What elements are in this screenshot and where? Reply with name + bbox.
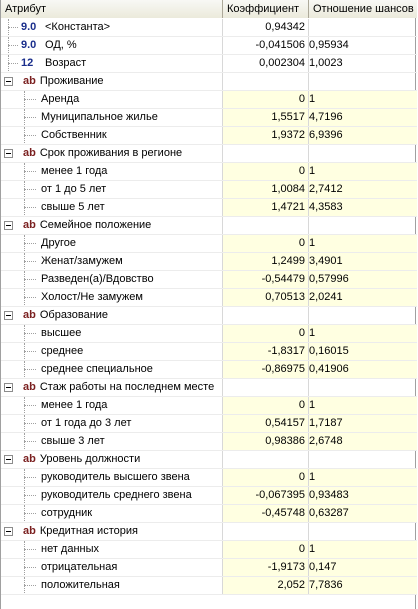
tree-line — [24, 369, 36, 370]
odds-ratio-cell: 7,7836 — [309, 577, 417, 594]
attribute-label: ОД, % — [45, 39, 77, 51]
attribute-cell — [1, 505, 223, 522]
collapse-toggle-icon[interactable] — [4, 527, 13, 536]
table-row[interactable] — [1, 109, 417, 127]
collapse-toggle-icon[interactable] — [4, 77, 13, 86]
group-row[interactable] — [1, 523, 417, 541]
category-label: менее 1 года — [41, 165, 108, 177]
group-name: Проживание — [39, 75, 104, 87]
coefficient-cell: 0 — [223, 541, 309, 558]
category-label: положительная — [41, 579, 120, 591]
table-row[interactable] — [1, 541, 417, 559]
collapse-toggle-icon[interactable] — [4, 221, 13, 230]
group-row[interactable] — [1, 307, 417, 325]
odds-ratio-cell — [309, 73, 417, 90]
odds-ratio-cell: 1 — [309, 91, 417, 108]
odds-ratio-cell — [309, 307, 417, 324]
coefficient-cell: 0,54157 — [223, 415, 309, 432]
category-label: Собственник — [41, 129, 107, 141]
coefficient-cell: 0 — [223, 325, 309, 342]
group-row[interactable] — [1, 217, 417, 235]
attribute-cell — [1, 37, 223, 54]
odds-ratio-cell: 1 — [309, 163, 417, 180]
category-label: от 1 года до 3 лет — [41, 417, 132, 429]
coefficient-cell: -0,54479 — [223, 271, 309, 288]
odds-ratio-cell: 2,0241 — [309, 289, 417, 306]
string-type-icon: ab — [23, 75, 36, 87]
attribute-cell — [1, 361, 223, 378]
tree-line — [24, 189, 36, 190]
numeric-type-icon: 9.0 — [21, 39, 37, 51]
tree-line — [24, 441, 36, 442]
group-label — [23, 379, 214, 396]
grid-rows — [1, 19, 417, 595]
attribute-cell — [1, 559, 223, 576]
attribute-cell — [1, 343, 223, 360]
tree-line — [24, 423, 36, 424]
attribute-cell — [1, 181, 223, 198]
attribute-cell — [1, 397, 223, 414]
tree-line — [24, 495, 36, 496]
odds-ratio-cell: 4,7196 — [309, 109, 417, 126]
tree-line — [24, 279, 36, 280]
table-row[interactable] — [1, 253, 417, 271]
odds-ratio-cell: 0,16015 — [309, 343, 417, 360]
odds-ratio-cell: 1,0023 — [309, 57, 343, 69]
attribute-cell — [1, 145, 223, 162]
table-row[interactable] — [1, 415, 417, 433]
attribute-cell — [1, 433, 223, 450]
group-label — [23, 145, 182, 162]
coefficient-cell — [223, 379, 309, 396]
group-label — [23, 523, 138, 540]
attribute-cell — [1, 289, 223, 306]
group-row[interactable] — [1, 73, 417, 91]
category-label: Женат/замужем — [41, 255, 123, 267]
coefficient-cell: 0 — [223, 163, 309, 180]
odds-ratio-cell: 6,9396 — [309, 127, 417, 144]
tree-line — [24, 351, 36, 352]
attribute-cell — [1, 109, 223, 126]
attribute-cell — [1, 577, 223, 594]
tree-line — [8, 45, 18, 46]
category-label: нет данных — [41, 543, 100, 555]
odds-ratio-cell: 0,57996 — [309, 271, 417, 288]
category-label: свыше 3 лет — [41, 435, 105, 447]
column-header-coefficient[interactable]: Коэффициент — [223, 0, 309, 18]
tree-line — [24, 585, 36, 586]
coefficient-cell: 0,002304 — [223, 55, 309, 72]
group-name: Уровень должности — [39, 453, 141, 465]
odds-ratio-cell: 0,63287 — [309, 505, 417, 522]
attribute-cell — [1, 55, 223, 72]
tree-line — [8, 27, 18, 28]
table-row[interactable] — [1, 163, 417, 181]
odds-ratio-cell: 0,93483 — [309, 487, 417, 504]
category-label: отрицательная — [41, 561, 118, 573]
category-label: среднее специальное — [41, 363, 153, 375]
tree-line — [24, 405, 36, 406]
category-label: Другое — [41, 237, 76, 249]
collapse-toggle-icon[interactable] — [4, 383, 13, 392]
category-label: руководитель среднего звена — [41, 489, 192, 501]
grid-header — [1, 0, 417, 18]
table-row[interactable] — [1, 469, 417, 487]
collapse-toggle-icon[interactable] — [4, 311, 13, 320]
odds-ratio-cell: 4,3583 — [309, 199, 417, 216]
string-type-icon: ab — [23, 381, 36, 393]
odds-ratio-cell: 1 — [309, 541, 417, 558]
tree-line — [24, 171, 36, 172]
table-row[interactable] — [1, 19, 417, 37]
attribute-cell — [1, 217, 223, 234]
table-row[interactable] — [1, 361, 417, 379]
attribute-cell — [1, 91, 223, 108]
coefficient-cell: 0,94342 — [223, 19, 309, 36]
attribute-cell — [1, 469, 223, 486]
table-row[interactable] — [1, 433, 417, 451]
tree-line — [24, 99, 36, 100]
group-row[interactable] — [1, 451, 417, 469]
group-row[interactable] — [1, 145, 417, 163]
odds-ratio-cell: 1 — [309, 325, 417, 342]
group-name: Стаж работы на последнем месте — [39, 381, 215, 393]
attribute-cell — [1, 307, 223, 324]
odds-ratio-cell — [309, 145, 417, 162]
attribute-cell — [1, 523, 223, 540]
odds-ratio-cell — [309, 451, 417, 468]
odds-ratio-cell — [309, 217, 417, 234]
coefficient-cell — [223, 145, 309, 162]
category-label: от 1 до 5 лет — [41, 183, 107, 195]
coefficient-cell: 1,4721 — [223, 199, 309, 216]
category-label: свыше 5 лет — [41, 201, 105, 213]
odds-ratio-cell: 0,147 — [309, 559, 417, 576]
category-label: Муниципальное жилье — [41, 111, 158, 123]
numeric-type-icon: 12 — [21, 57, 34, 69]
group-name: Образование — [39, 309, 109, 321]
tree-line — [24, 477, 36, 478]
attribute-cell — [1, 541, 223, 558]
odds-ratio-cell: 2,7412 — [309, 181, 417, 198]
category-label: менее 1 года — [41, 399, 108, 411]
category-label: Аренда — [41, 93, 80, 105]
string-type-icon: ab — [23, 309, 36, 321]
coefficient-cell: 0,98386 — [223, 433, 309, 450]
tree-line — [24, 567, 36, 568]
group-label — [23, 307, 108, 324]
odds-ratio-cell: 1 — [309, 469, 417, 486]
coefficient-cell — [223, 451, 309, 468]
coefficient-cell: -0,45748 — [223, 505, 309, 522]
coefficient-cell — [223, 523, 309, 540]
category-label: Разведен(а)/Вдовство — [41, 273, 154, 285]
attribute-cell — [1, 415, 223, 432]
attribute-cell — [1, 127, 223, 144]
attribute-cell — [1, 19, 223, 36]
tree-line — [24, 135, 36, 136]
coefficient-cell: -1,9173 — [223, 559, 309, 576]
odds-ratio-cell — [309, 523, 417, 540]
coefficient-cell: 1,5517 — [223, 109, 309, 126]
column-header-attribute[interactable]: Атрибут — [1, 0, 223, 18]
attribute-cell — [1, 73, 223, 90]
coefficient-cell: 0 — [223, 91, 309, 108]
group-name: Кредитная история — [39, 525, 138, 537]
odds-ratio-cell: 1 — [309, 235, 417, 252]
coefficient-cell: -0,86975 — [223, 361, 309, 378]
coefficient-cell: -0,041506 — [223, 37, 309, 54]
tree-line — [8, 63, 18, 64]
table-row[interactable] — [1, 37, 417, 55]
tree-line — [24, 261, 36, 262]
table-row[interactable] — [1, 325, 417, 343]
attribute-cell — [1, 253, 223, 270]
odds-ratio-cell: 0,95934 — [309, 39, 349, 51]
table-row[interactable] — [1, 181, 417, 199]
attribute-label: <Константа> — [45, 21, 111, 33]
category-label: Холост/Не замужем — [41, 291, 143, 303]
group-label — [23, 451, 140, 468]
collapse-toggle-icon[interactable] — [4, 149, 13, 158]
coefficient-cell: 1,2499 — [223, 253, 309, 270]
coefficient-cell: -1,8317 — [223, 343, 309, 360]
table-row[interactable] — [1, 271, 417, 289]
group-row[interactable] — [1, 379, 417, 397]
coefficient-cell: 1,0084 — [223, 181, 309, 198]
coefficient-cell: 2,052 — [223, 577, 309, 594]
string-type-icon: ab — [23, 147, 36, 159]
attribute-cell — [1, 451, 223, 468]
attribute-cell — [1, 325, 223, 342]
attribute-cell — [1, 199, 223, 216]
attribute-cell — [1, 235, 223, 252]
group-label — [23, 73, 104, 90]
odds-ratio-cell: 0,41906 — [309, 361, 417, 378]
column-header-odds-ratio[interactable]: Отношение шансов — [309, 0, 417, 18]
string-type-icon: ab — [23, 525, 36, 537]
table-row[interactable] — [1, 487, 417, 505]
odds-ratio-cell — [309, 19, 417, 36]
collapse-toggle-icon[interactable] — [4, 455, 13, 464]
tree-line — [24, 117, 36, 118]
category-label: руководитель высшего звена — [41, 471, 190, 483]
table-row[interactable] — [1, 55, 417, 73]
table-row[interactable] — [1, 505, 417, 523]
tree-line — [24, 513, 36, 514]
coefficient-cell: -0,067395 — [223, 487, 309, 504]
category-label: высшее — [41, 327, 82, 339]
odds-ratio-cell: 1,7187 — [309, 415, 417, 432]
odds-ratio-cell: 1 — [309, 397, 417, 414]
table-row[interactable] — [1, 235, 417, 253]
string-type-icon: ab — [23, 453, 36, 465]
group-name: Семейное положение — [39, 219, 152, 231]
table-row[interactable] — [1, 343, 417, 361]
table-row[interactable] — [1, 559, 417, 577]
coefficient-cell: 0,70513 — [223, 289, 309, 306]
coefficient-cell — [223, 217, 309, 234]
group-label — [23, 217, 151, 234]
tree-line — [24, 207, 36, 208]
table-row[interactable] — [1, 577, 417, 595]
attribute-cell — [1, 487, 223, 504]
attribute-cell — [1, 271, 223, 288]
attribute-cell — [1, 379, 223, 396]
category-label: среднее — [41, 345, 84, 357]
coefficient-cell: 0 — [223, 235, 309, 252]
coefficient-cell — [223, 73, 309, 90]
tree-line — [24, 297, 36, 298]
table-row[interactable] — [1, 199, 417, 217]
group-name: Срок проживания в регионе — [39, 147, 183, 159]
numeric-type-icon: 9.0 — [21, 21, 37, 33]
attribute-cell — [1, 163, 223, 180]
odds-ratio-cell — [309, 379, 417, 396]
tree-line — [24, 333, 36, 334]
coefficient-cell: 1,9372 — [223, 127, 309, 144]
category-label: сотрудник — [41, 507, 93, 519]
table-row[interactable] — [1, 397, 417, 415]
attribute-label: Возраст — [45, 57, 87, 69]
coefficient-cell — [223, 307, 309, 324]
coefficient-cell: 0 — [223, 469, 309, 486]
table-row[interactable] — [1, 127, 417, 145]
tree-line — [24, 549, 36, 550]
table-row[interactable] — [1, 289, 417, 307]
string-type-icon: ab — [23, 219, 36, 231]
odds-ratio-cell: 3,4901 — [309, 253, 417, 270]
coefficient-cell: 0 — [223, 397, 309, 414]
odds-ratio-cell: 2,6748 — [309, 433, 417, 450]
tree-line — [24, 243, 36, 244]
table-row[interactable] — [1, 91, 417, 109]
